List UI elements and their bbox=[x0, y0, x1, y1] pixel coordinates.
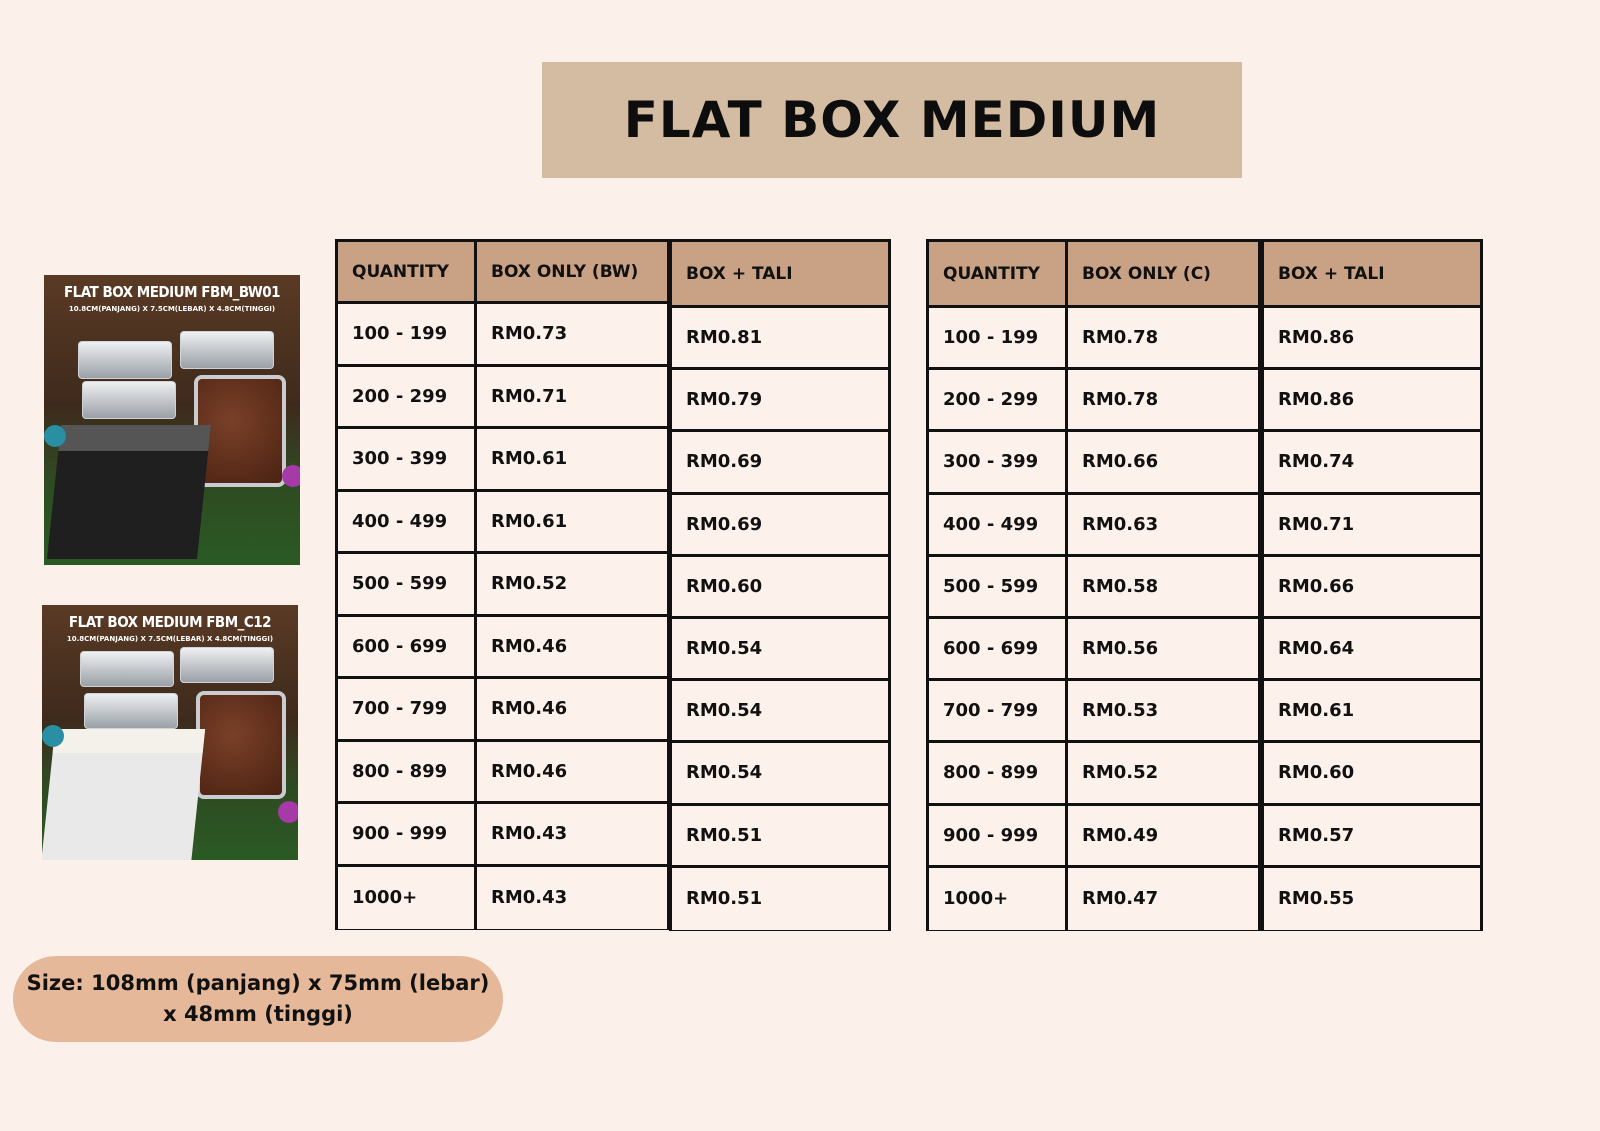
table-cell: RM0.52 bbox=[1068, 743, 1258, 805]
table-cell: RM0.54 bbox=[672, 619, 888, 681]
table-cell: RM0.69 bbox=[672, 495, 888, 557]
table-cell: RM0.71 bbox=[1264, 495, 1480, 557]
table-cell: RM0.61 bbox=[477, 429, 667, 492]
table-cell: RM0.55 bbox=[1264, 868, 1480, 930]
table-cell: RM0.43 bbox=[477, 867, 667, 930]
table-cell: RM0.71 bbox=[477, 367, 667, 430]
table-cell: RM0.81 bbox=[672, 308, 888, 370]
table-cell: 1000+ bbox=[338, 867, 474, 930]
tray-image bbox=[82, 381, 176, 419]
table-cell: 800 - 899 bbox=[929, 743, 1065, 805]
table-cell: RM0.60 bbox=[1264, 743, 1480, 805]
table-cell: RM0.47 bbox=[1068, 868, 1258, 930]
table-cell: RM0.58 bbox=[1068, 557, 1258, 619]
table-cell: 900 - 999 bbox=[338, 804, 474, 867]
column-box-only bbox=[1065, 239, 1261, 931]
table-cell: RM0.86 bbox=[1264, 370, 1480, 432]
size-line-1: Size: 108mm (panjang) x 75mm (lebar) bbox=[26, 971, 490, 995]
black-box-image bbox=[47, 425, 211, 559]
table-cell: RM0.51 bbox=[672, 806, 888, 868]
tray-image bbox=[80, 651, 174, 687]
size-line-2: x 48mm (tinggi) bbox=[163, 1002, 353, 1026]
table-cell: RM0.73 bbox=[477, 304, 667, 367]
table-cell: RM0.54 bbox=[672, 743, 888, 805]
decor-ball bbox=[44, 425, 66, 447]
table-cell: RM0.52 bbox=[477, 554, 667, 617]
column-header: BOX ONLY (BW) bbox=[477, 242, 667, 304]
table-cell: RM0.79 bbox=[672, 370, 888, 432]
table-cell: RM0.66 bbox=[1264, 557, 1480, 619]
tray-image bbox=[84, 693, 178, 729]
table-cell: RM0.60 bbox=[672, 557, 888, 619]
title-banner bbox=[542, 62, 1242, 178]
table-cell: RM0.57 bbox=[1264, 806, 1480, 868]
photo-dims: 10.8CM(PANJANG) X 7.5CM(LEBAR) X 4.8CM(TINGGI) bbox=[68, 305, 276, 313]
table-cell: RM0.74 bbox=[1264, 432, 1480, 494]
table-cell: RM0.54 bbox=[672, 681, 888, 743]
column-header: QUANTITY bbox=[929, 242, 1065, 308]
table-cell: RM0.51 bbox=[672, 868, 888, 930]
decor-ball bbox=[282, 465, 300, 487]
table-cell: 1000+ bbox=[929, 868, 1065, 930]
size-note bbox=[13, 956, 503, 1042]
table-cell: 300 - 399 bbox=[929, 432, 1065, 494]
decor-ball bbox=[42, 725, 64, 747]
table-cell: RM0.78 bbox=[1068, 370, 1258, 432]
table-cell: RM0.49 bbox=[1068, 806, 1258, 868]
table-cell: 300 - 399 bbox=[338, 429, 474, 492]
table-cell: RM0.56 bbox=[1068, 619, 1258, 681]
photo-dims: 10.8CM(PANJANG) X 7.5CM(LEBAR) X 4.8CM(TINGGI) bbox=[66, 635, 274, 643]
tray-image bbox=[180, 647, 274, 683]
table-cell: RM0.61 bbox=[477, 492, 667, 555]
table-cell: 100 - 199 bbox=[929, 308, 1065, 370]
table-cell: 200 - 299 bbox=[929, 370, 1065, 432]
table-cell: RM0.43 bbox=[477, 804, 667, 867]
page-title: FLAT BOX MEDIUM bbox=[623, 91, 1161, 149]
column-box-only bbox=[474, 239, 670, 930]
photo-label: FLAT BOX MEDIUM FBM_BW01 bbox=[63, 283, 281, 301]
table-cell: 900 - 999 bbox=[929, 806, 1065, 868]
column-header: BOX ONLY (C) bbox=[1068, 242, 1258, 308]
column-header: BOX + TALI bbox=[672, 242, 888, 308]
product-photo-bw01 bbox=[44, 275, 300, 565]
table-cell: 600 - 699 bbox=[929, 619, 1065, 681]
table-cell: 500 - 599 bbox=[929, 557, 1065, 619]
table-cell: 600 - 699 bbox=[338, 617, 474, 680]
table-cell: RM0.63 bbox=[1068, 495, 1258, 557]
column-header: QUANTITY bbox=[338, 242, 474, 304]
brownie-image bbox=[196, 691, 286, 799]
table-cell: 400 - 499 bbox=[929, 495, 1065, 557]
table-cell: RM0.46 bbox=[477, 617, 667, 680]
table-cell: RM0.46 bbox=[477, 679, 667, 742]
tray-image bbox=[78, 341, 172, 379]
white-box-image bbox=[42, 729, 205, 860]
column-box-tali bbox=[669, 239, 891, 931]
table-cell: RM0.64 bbox=[1264, 619, 1480, 681]
table-cell: RM0.46 bbox=[477, 742, 667, 805]
decor-ball bbox=[278, 801, 298, 823]
column-header: BOX + TALI bbox=[1264, 242, 1480, 308]
table-cell: RM0.66 bbox=[1068, 432, 1258, 494]
table-cell: RM0.61 bbox=[1264, 681, 1480, 743]
table-cell: RM0.78 bbox=[1068, 308, 1258, 370]
column-quantity bbox=[926, 239, 1068, 931]
table-cell: 500 - 599 bbox=[338, 554, 474, 617]
column-quantity bbox=[335, 239, 477, 930]
table-cell: 800 - 899 bbox=[338, 742, 474, 805]
column-box-tali bbox=[1261, 239, 1483, 931]
tray-image bbox=[180, 331, 274, 369]
table-cell: RM0.53 bbox=[1068, 681, 1258, 743]
table-cell: 200 - 299 bbox=[338, 367, 474, 430]
product-photo-c12 bbox=[42, 605, 298, 860]
table-cell: 700 - 799 bbox=[929, 681, 1065, 743]
photo-label: FLAT BOX MEDIUM FBM_C12 bbox=[68, 613, 272, 631]
table-cell: 700 - 799 bbox=[338, 679, 474, 742]
table-cell: RM0.69 bbox=[672, 432, 888, 494]
table-cell: RM0.86 bbox=[1264, 308, 1480, 370]
table-cell: 400 - 499 bbox=[338, 492, 474, 555]
table-cell: 100 - 199 bbox=[338, 304, 474, 367]
